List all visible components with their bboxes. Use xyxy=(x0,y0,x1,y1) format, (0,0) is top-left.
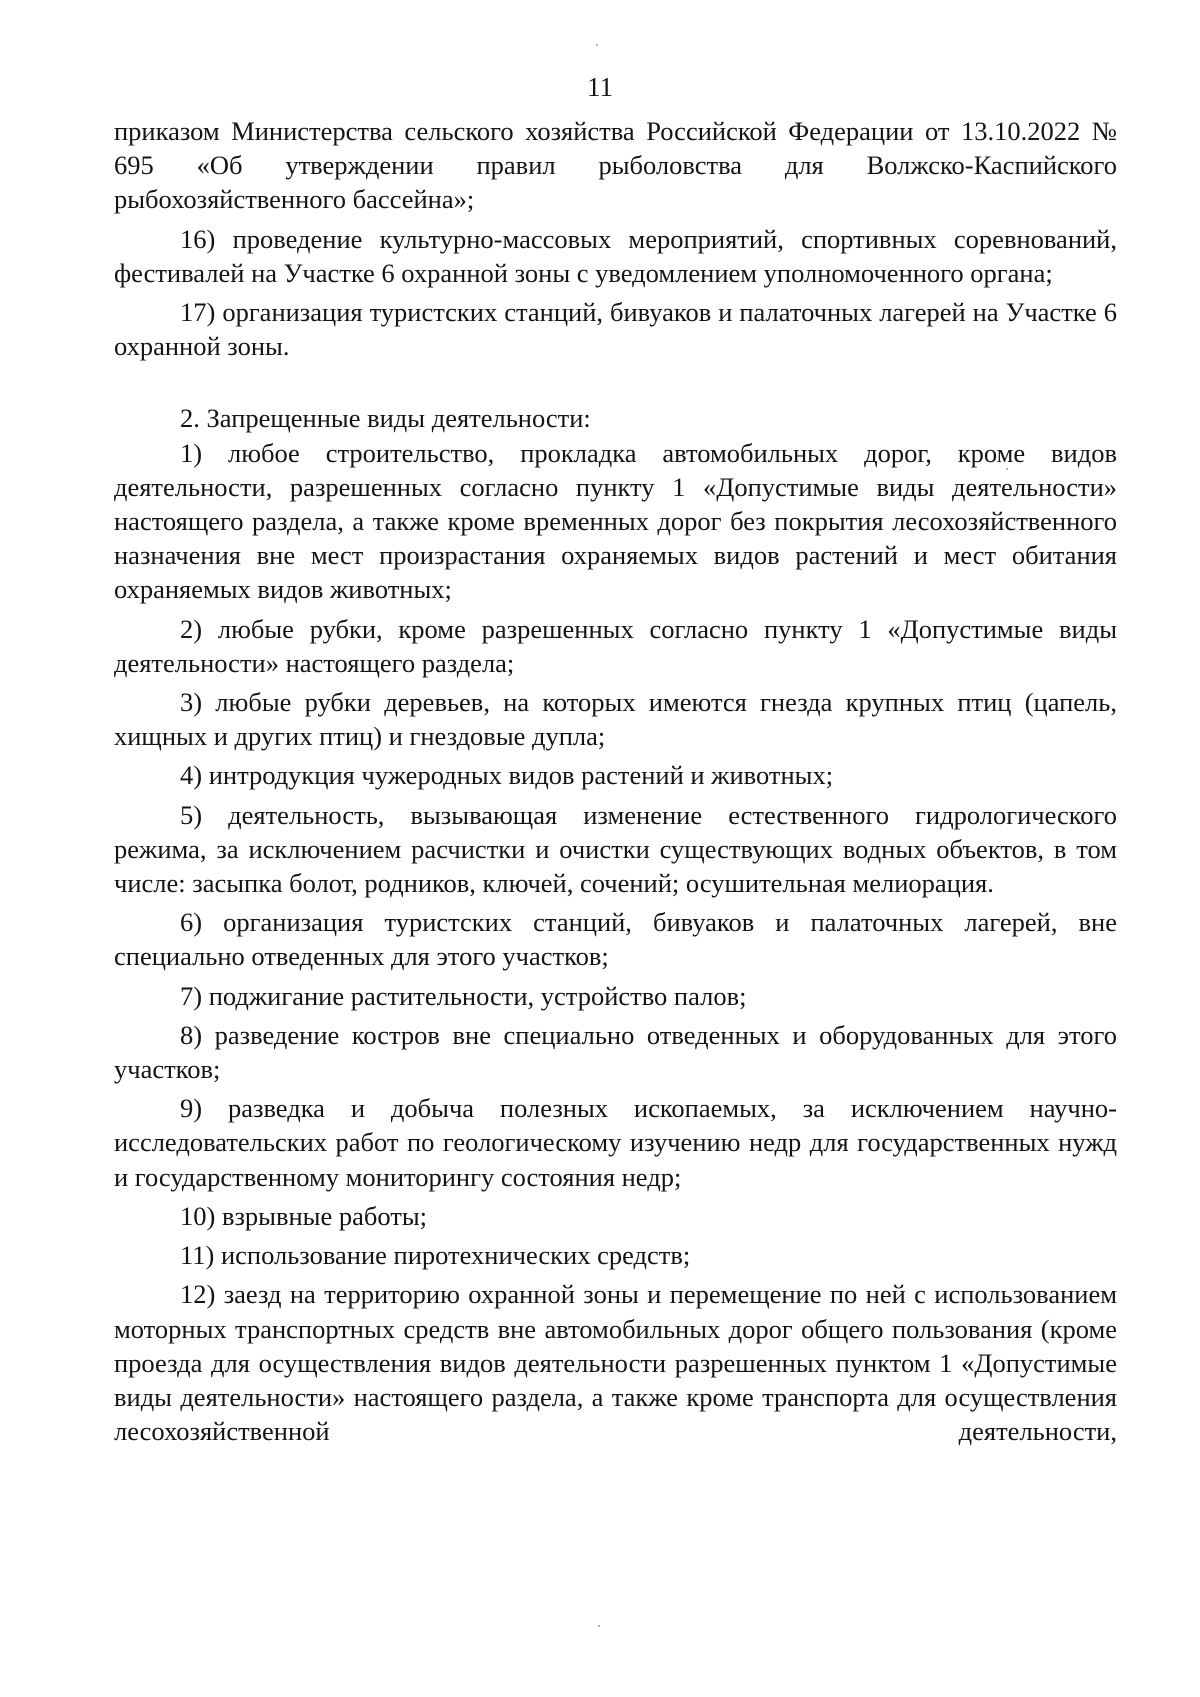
paragraph-order-reference: приказом Министерства сельского хозяйства Российской Федерации от 13.10.2022 № 695 «Об утверждении правил рыболовства для Волжско-Каспийского рыбохозяйственного бассейна»; xyxy=(114,116,1117,215)
paragraph-prohibited-10: 10) взрывные работы; xyxy=(180,1200,428,1231)
paragraph-prohibited-3: 3) любые рубки деревьев, на которых имеются гнезда крупных птиц (цапель, хищных и других птиц) и гнездовые дупла; xyxy=(114,687,1117,752)
scan-speck xyxy=(596,44,598,46)
paragraph-prohibited-6: 6) организация туристских станций, бивуаков и палаточных лагерей, вне специально отведенных для этого участков; xyxy=(114,907,1117,972)
paragraph-prohibited-8: 8) разведение костров вне специально отведенных и оборудованных для этого участков; xyxy=(114,1019,1117,1085)
paragraph-item-17: 17) организация туристских станций, бивуаков и палаточных лагерей на Участке 6 охранной зоны. xyxy=(114,297,1117,362)
paragraph-prohibited-2: 2) любые рубки, кроме разрешенных согласно пункту 1 «Допустимые виды деятельности» настоящего раздела; xyxy=(114,613,1117,678)
document-body xyxy=(114,114,1117,1448)
section-heading-prohibited: 2. Запрещенные виды деятельности: xyxy=(180,403,591,434)
paragraph-prohibited-11: 11) использование пиротехнических средств; xyxy=(180,1240,691,1271)
paragraph-prohibited-12: 12) заезд на территорию охранной зоны и перемещение по ней с использованием моторных транспортных средств вне автомобильных дорог общего пользования (кроме проезда для осуществления видов деятельности разрешенных пунктом 1 «Допустимые виды деятельности» настоящего раздела, а также кроме транспорта для осуществления лесохозяйственной деятельности, xyxy=(114,1279,1117,1447)
paragraph-prohibited-4: 4) интродукция чужеродных видов растений и животных; xyxy=(180,760,834,791)
paragraph-prohibited-7: 7) поджигание растительности, устройство палов; xyxy=(180,980,747,1011)
paragraph-item-16: 16) проведение культурно-массовых мероприятий, спортивных соревнований, фестивалей на Участке 6 охранной зоны с уведомлением уполномоченного органа; xyxy=(114,223,1117,288)
scan-speck xyxy=(598,1625,600,1627)
paragraph-prohibited-5: 5) деятельность, вызывающая изменение естественного гидрологического режима, за исключением расчистки и очистки существующих водных объектов, в том числе: засыпка болот, родников, ключей, сочений; осушительная мелиорация. xyxy=(114,799,1117,899)
page-number: 11 xyxy=(587,72,613,102)
paragraph-prohibited-9: 9) разведка и добыча полезных ископаемых, за исключением научно-исследовательских работ по геологическому изучению недр для государственных нужд и государственному мониторингу состояния недр; xyxy=(114,1093,1117,1192)
paragraph-prohibited-1: 1) любое строительство, прокладка автомобильных дорог, кроме видов деятельности, разрешенных согласно пункту 1 «Допустимые виды деятельности» настоящего раздела, а также кроме временных дорог без покрытия лесохозяйственного назначения вне мест произрастания охраняемых видов растений и мест обитания охраняемых видов животных; xyxy=(114,437,1117,605)
scan-speck xyxy=(1006,468,1008,470)
